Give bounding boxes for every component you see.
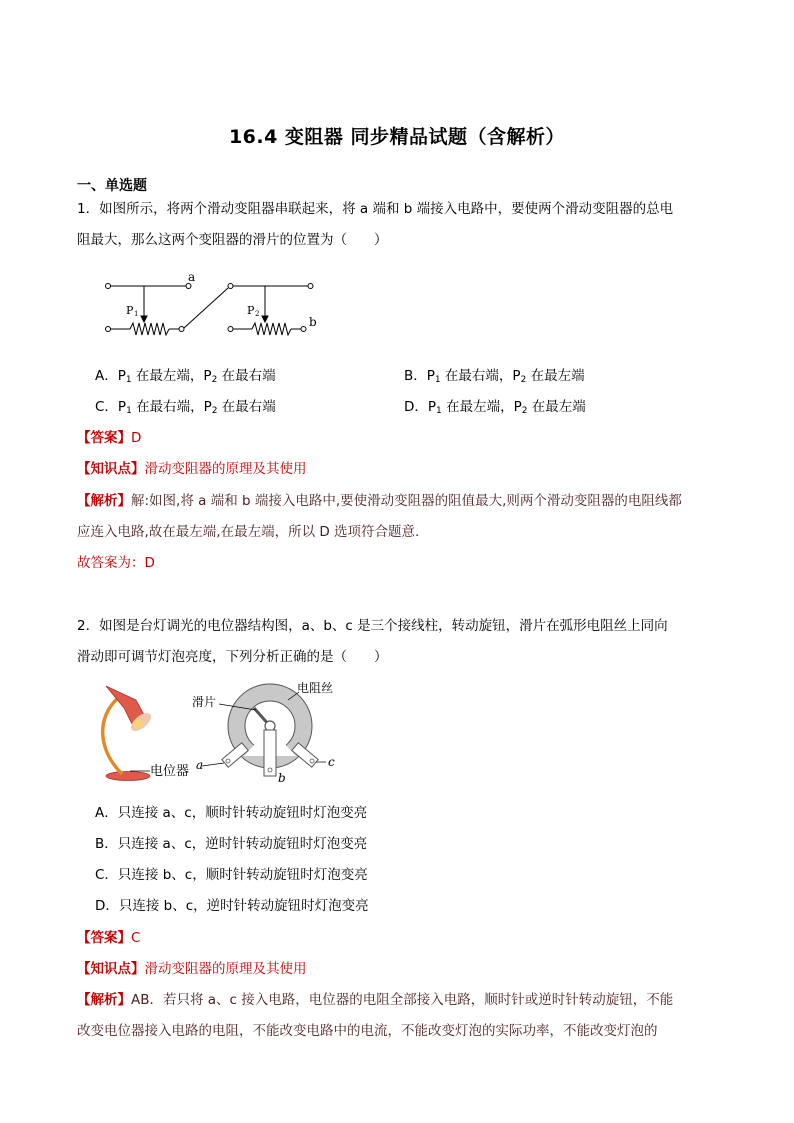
rheostat-circuit-figure — [95, 268, 335, 340]
q1-option-a: A．$P_1$ 在最左端，$P_2$ 在最右端 — [95, 368, 276, 385]
section-heading: 一、单选题 — [77, 178, 147, 194]
q1-analysis-line1: 【解析】解:如图,将 a 端和 b 端接入电路中,要使滑动变阻器的阻值最大,则两个滑动变阻器的电阻线都 — [77, 493, 682, 509]
q2-option-c: C．只连接 b、c，顺时针转动旋钮时灯泡变亮 — [95, 867, 368, 883]
potentiometer-label: 电位器 — [150, 764, 190, 779]
q2-knowledge-point: 【知识点】滑动变阻器的原理及其使用 — [77, 961, 307, 977]
q1-knowledge-point: 【知识点】滑动变阻器的原理及其使用 — [77, 461, 307, 477]
terminal-a-label: a — [188, 270, 196, 284]
q2-answer: 【答案】C — [77, 930, 141, 946]
p2-sub-label: 2 — [255, 310, 260, 318]
potentiometer-figure — [202, 684, 326, 776]
terminal-b-label: b — [309, 315, 317, 329]
page-title: 16.4 变阻器 同步精品试题（含解析） — [228, 126, 566, 148]
q1-option-c: C．$P_1$ 在最右端，$P_2$ 在最右端 — [95, 399, 276, 416]
p2-label: P — [247, 304, 255, 317]
q2-stem-line1: 2．如图是台灯调光的电位器结构图，a、b、c 是三个接线柱，转动旋钮，滑片在弧形电阻丝上同向 — [77, 618, 668, 634]
terminal-c-label: c — [328, 755, 335, 769]
q1-final-answer: 故答案为：D — [77, 555, 155, 571]
q1-stem-line2: 阻最大，那么这两个变阻器的滑片的位置为（ ） — [77, 232, 388, 248]
terminal-a-label: a — [196, 758, 204, 772]
p1-label: P — [126, 304, 134, 317]
p1-sub-label: 1 — [134, 310, 139, 318]
resistance-wire-label: 电阻丝 — [297, 681, 334, 695]
q1-stem-line1: 1．如图所示，将两个滑动变阻器串联起来，将 a 端和 b 端接入电路中，要使两个滑动变阻器的总电 — [77, 201, 674, 217]
q1-answer: 【答案】D — [77, 430, 142, 446]
q1-analysis-line2: 应连入电路,故在最左端,在最左端，所以 D 选项符合题意. — [77, 524, 420, 540]
terminal-b-label: b — [278, 771, 286, 785]
q1-option-b: B．$P_1$ 在最右端，$P_2$ 在最左端 — [404, 368, 585, 385]
slider-label: 滑片 — [192, 695, 217, 709]
q1-option-d: D．$P_1$ 在最左端，$P_2$ 在最左端 — [404, 399, 586, 416]
q2-option-a: A．只连接 a、c，顺时针转动旋钮时灯泡变亮 — [95, 805, 368, 821]
q2-analysis-line1: 【解析】AB．若只将 a、c 接入电路，电位器的电阻全部接入电路，顺时针或逆时针转动旋钮，不能 — [77, 992, 674, 1008]
q2-option-d: D．只连接 b、c，逆时针转动旋钮时灯泡变亮 — [95, 898, 369, 914]
q2-option-b: B．只连接 a、c，逆时针转动旋钮时灯泡变亮 — [95, 836, 368, 852]
lamp-potentiometer-figure — [94, 678, 344, 790]
desk-lamp-figure — [103, 686, 154, 781]
q2-stem-line2: 滑动即可调节灯泡亮度，下列分析正确的是（ ） — [77, 649, 388, 665]
q2-analysis-line2: 改变电位器接入电路的电阻，不能改变电路中的电流，不能改变灯泡的实际功率，不能改变灯泡的 — [77, 1023, 658, 1039]
